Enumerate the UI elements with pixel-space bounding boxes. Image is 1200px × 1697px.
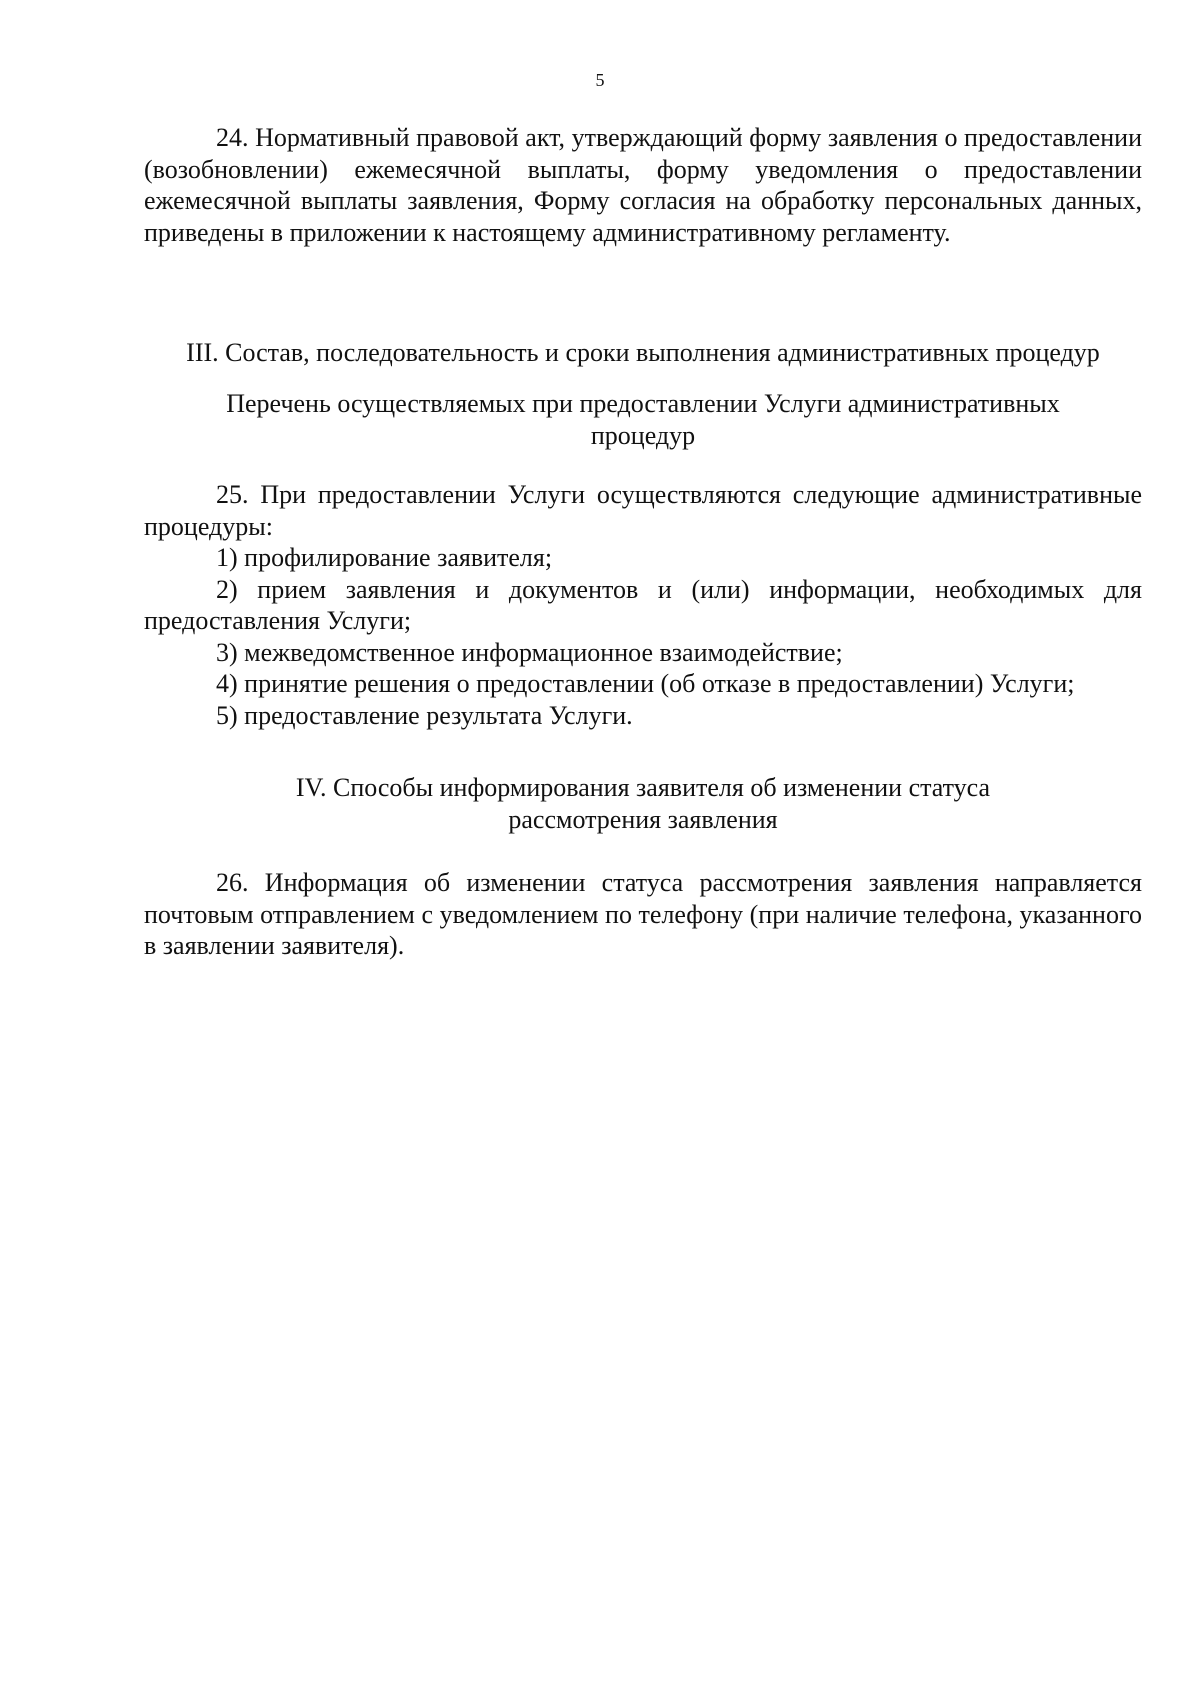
paragraph-25: 25. При предоставлении Услуги осуществляются следующие административные процедуры: [144,480,1142,541]
page-number: 5 [595,70,605,90]
paragraph-24: 24. Нормативный правовой акт, утверждающий форму заявления о предоставлении (возобновлении) ежемесячной выплаты, форму уведомления о предоставлении ежемесячной выплаты заявления, Форму согласия на обработку персональных данных, приведены в приложении к настоящему административному регламенту. [144,123,1142,247]
paragraph-26-block [144,867,1142,962]
subheading-line-1: Перечень осуществляемых при предоставлении Услуги административных [226,389,1060,418]
procedure-item-2: 2) прием заявления и документов и (или) информации, необходимых для предоставления Услуги; [144,574,1142,635]
procedure-item-3: 3) межведомственное информационное взаимодействие; [216,637,843,667]
subheading-block [144,388,1142,451]
section-3-title: III. Состав, последовательность и сроки выполнения административных процедур [186,338,1100,367]
procedure-item-5: 5) предоставление результата Услуги. [216,700,633,730]
section-3-heading-block [144,337,1142,369]
procedure-item-1: 1) профилирование заявителя; [216,543,553,572]
paragraph-26: 26. Информация об изменении статуса рассмотрения заявления направляется почтовым отправлением с уведомлением по телефону (при наличие телефона, указанного в заявлении заявителя). [144,868,1142,960]
subheading-line-2: процедур [590,420,696,450]
paragraph-24-block [144,122,1142,248]
procedure-item-4: 4) принятие решения о предоставлении (об отказе в предоставлении) Услуги; [216,669,1075,698]
section-4-title-line-2: рассмотрения заявления [508,804,778,834]
section-4-heading-block [144,772,1142,835]
paragraph-25-block [144,479,1142,731]
section-4-title-line-1: IV. Способы информирования заявителя об изменении статуса [295,773,991,802]
